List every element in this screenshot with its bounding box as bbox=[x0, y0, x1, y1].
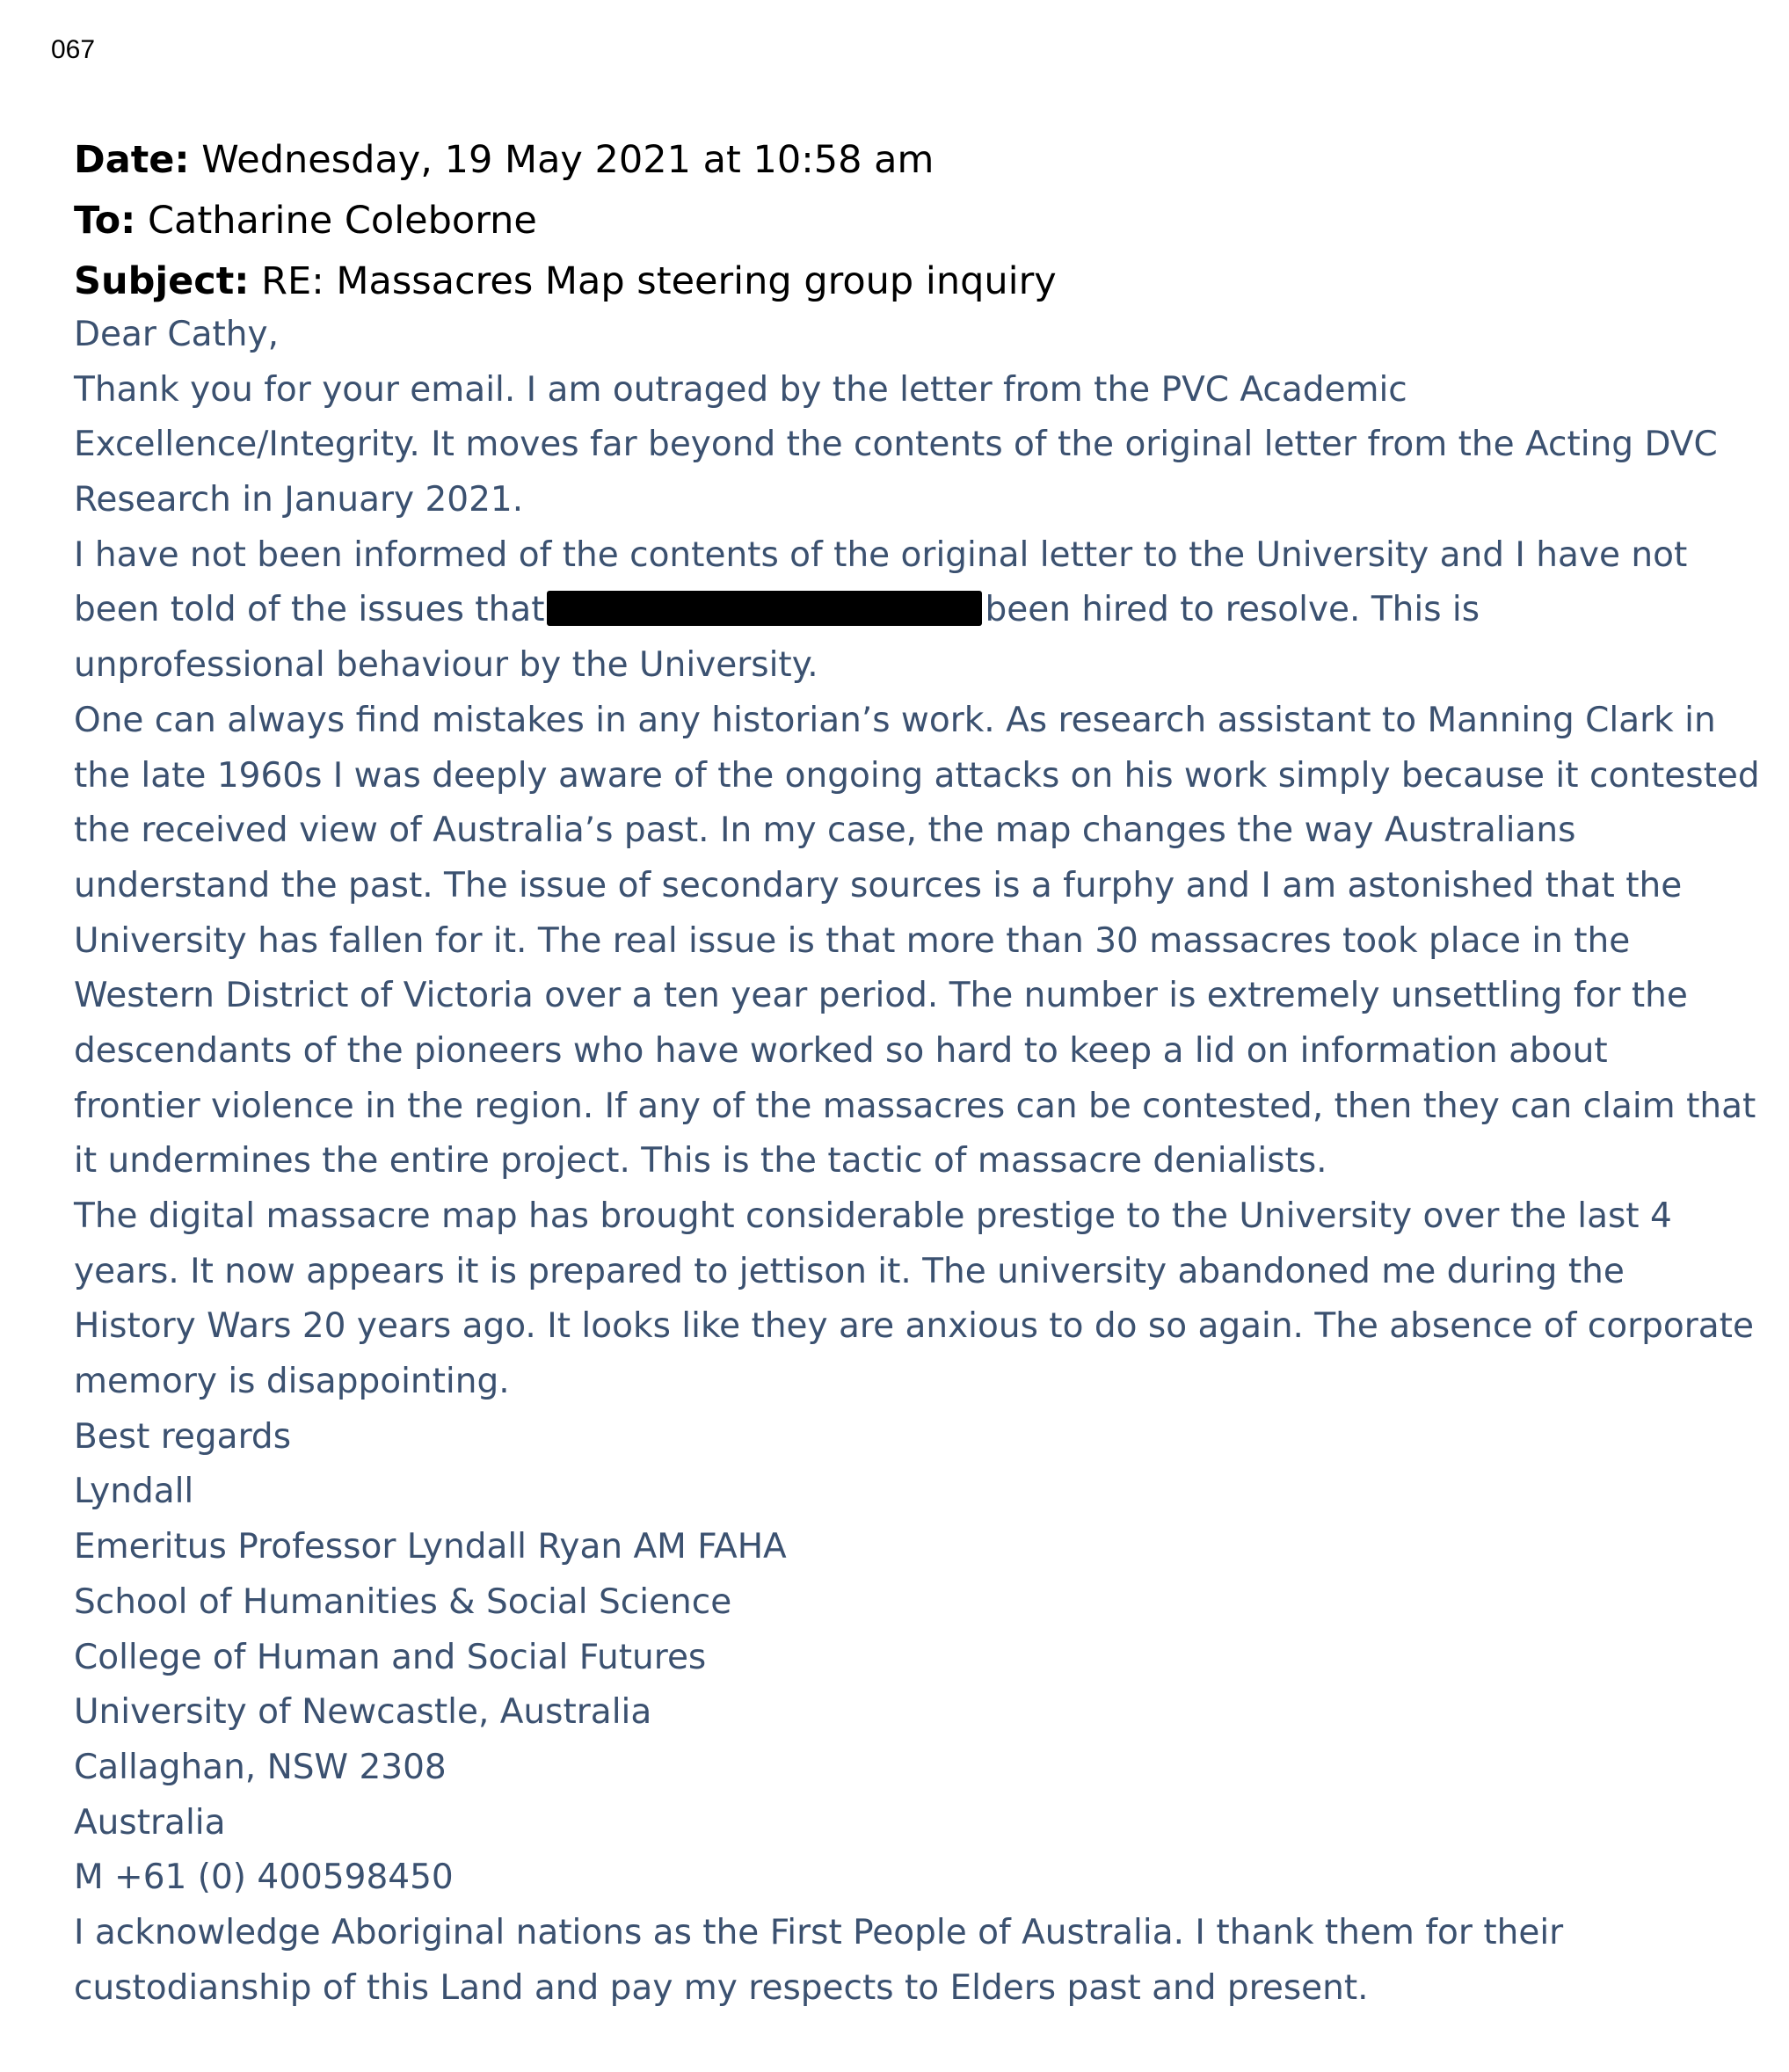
signature-university: University of Newcastle, Australia bbox=[74, 1692, 652, 1733]
body-line: Dear Cathy, bbox=[74, 315, 279, 354]
signature-address: Callaghan, NSW 2308 bbox=[74, 1747, 447, 1787]
acknowledgement-line: custodianship of this Land and pay my respects to Elders past and present. bbox=[74, 1967, 1369, 2008]
signature-school: School of Humanities & Social Science bbox=[74, 1581, 732, 1622]
body-line: One can always find mistakes in any historian’s work. As research assistant to Manning Clark in bbox=[74, 700, 1716, 740]
to-row bbox=[74, 191, 1744, 251]
date-row bbox=[74, 130, 1744, 191]
body-line: Thank you for your email. I am outraged by the letter from the PVC Academic bbox=[74, 369, 1407, 410]
signature-title: Emeritus Professor Lyndall Ryan AM FAHA bbox=[74, 1527, 787, 1567]
to-value: Catharine Coleborne bbox=[135, 199, 537, 243]
signature-country: Australia bbox=[74, 1802, 226, 1843]
body-line: descendants of the pioneers who have worked so hard to keep a lid on information about bbox=[74, 1030, 1608, 1071]
body-line: memory is disappointing. bbox=[74, 1362, 510, 1402]
body-line: frontier violence in the region. If any of the massacres can be contested, then they can claim that bbox=[74, 1086, 1756, 1126]
acknowledgement-line: I acknowledge Aboriginal nations as the First People of Australia. I thank them for their bbox=[74, 1912, 1564, 1952]
body-line: Western District of Victoria over a ten year period. The number is extremely unsettling for the bbox=[74, 976, 1688, 1016]
body-line: the late 1960s I was deeply aware of the ongoing attacks on his work simply because it contested bbox=[74, 755, 1760, 796]
signoff-line: Best regards bbox=[74, 1416, 292, 1457]
signature-name: Lyndall bbox=[74, 1472, 194, 1512]
date-label: Date: bbox=[74, 138, 190, 182]
body-line: the received view of Australia’s past. In my case, the map changes the way Australians bbox=[74, 811, 1576, 851]
body-line-redacted bbox=[74, 583, 1744, 638]
body-line: I have not been informed of the contents of the original letter to the University and I have not bbox=[74, 534, 1688, 575]
body-line: The digital massacre map has brought considerable prestige to the University over the last 4 bbox=[74, 1196, 1672, 1236]
body-line-part: been told of the issues that bbox=[74, 590, 545, 630]
body-line: Excellence/Integrity. It moves far beyond the contents of the original letter from the Acting DVC bbox=[74, 425, 1718, 465]
body-line: understand the past. The issue of secondary sources is a furphy and I am astonished that the bbox=[74, 865, 1683, 905]
to-label: To: bbox=[74, 199, 136, 243]
subject-label: Subject: bbox=[74, 259, 250, 303]
body-line: History Wars 20 years ago. It looks like they are anxious to do so again. The absence of corporate bbox=[74, 1306, 1754, 1347]
subject-value: RE: Massacres Map steering group inquiry bbox=[249, 259, 1057, 303]
signature-phone: M +61 (0) 400598450 bbox=[74, 1858, 454, 1898]
email-body bbox=[74, 308, 1760, 2016]
subject-row bbox=[74, 251, 1744, 312]
body-line: it undermines the entire project. This is the tactic of massacre denialists. bbox=[74, 1141, 1327, 1181]
body-line: Research in January 2021. bbox=[74, 480, 524, 520]
body-line: University has fallen for it. The real issue is that more than 30 massacres took place in the bbox=[74, 920, 1631, 961]
email-header bbox=[74, 130, 1744, 312]
body-line-part: been hired to resolve. This is bbox=[985, 590, 1480, 630]
page-number: 067 bbox=[51, 35, 96, 64]
body-line: unprofessional behaviour by the University. bbox=[74, 645, 818, 686]
signature-college: College of Human and Social Futures bbox=[74, 1637, 707, 1677]
redaction-block bbox=[547, 591, 982, 626]
body-line: years. It now appears it is prepared to jettison it. The university abandoned me during the bbox=[74, 1251, 1625, 1291]
date-value: Wednesday, 19 May 2021 at 10:58 am bbox=[189, 138, 934, 182]
